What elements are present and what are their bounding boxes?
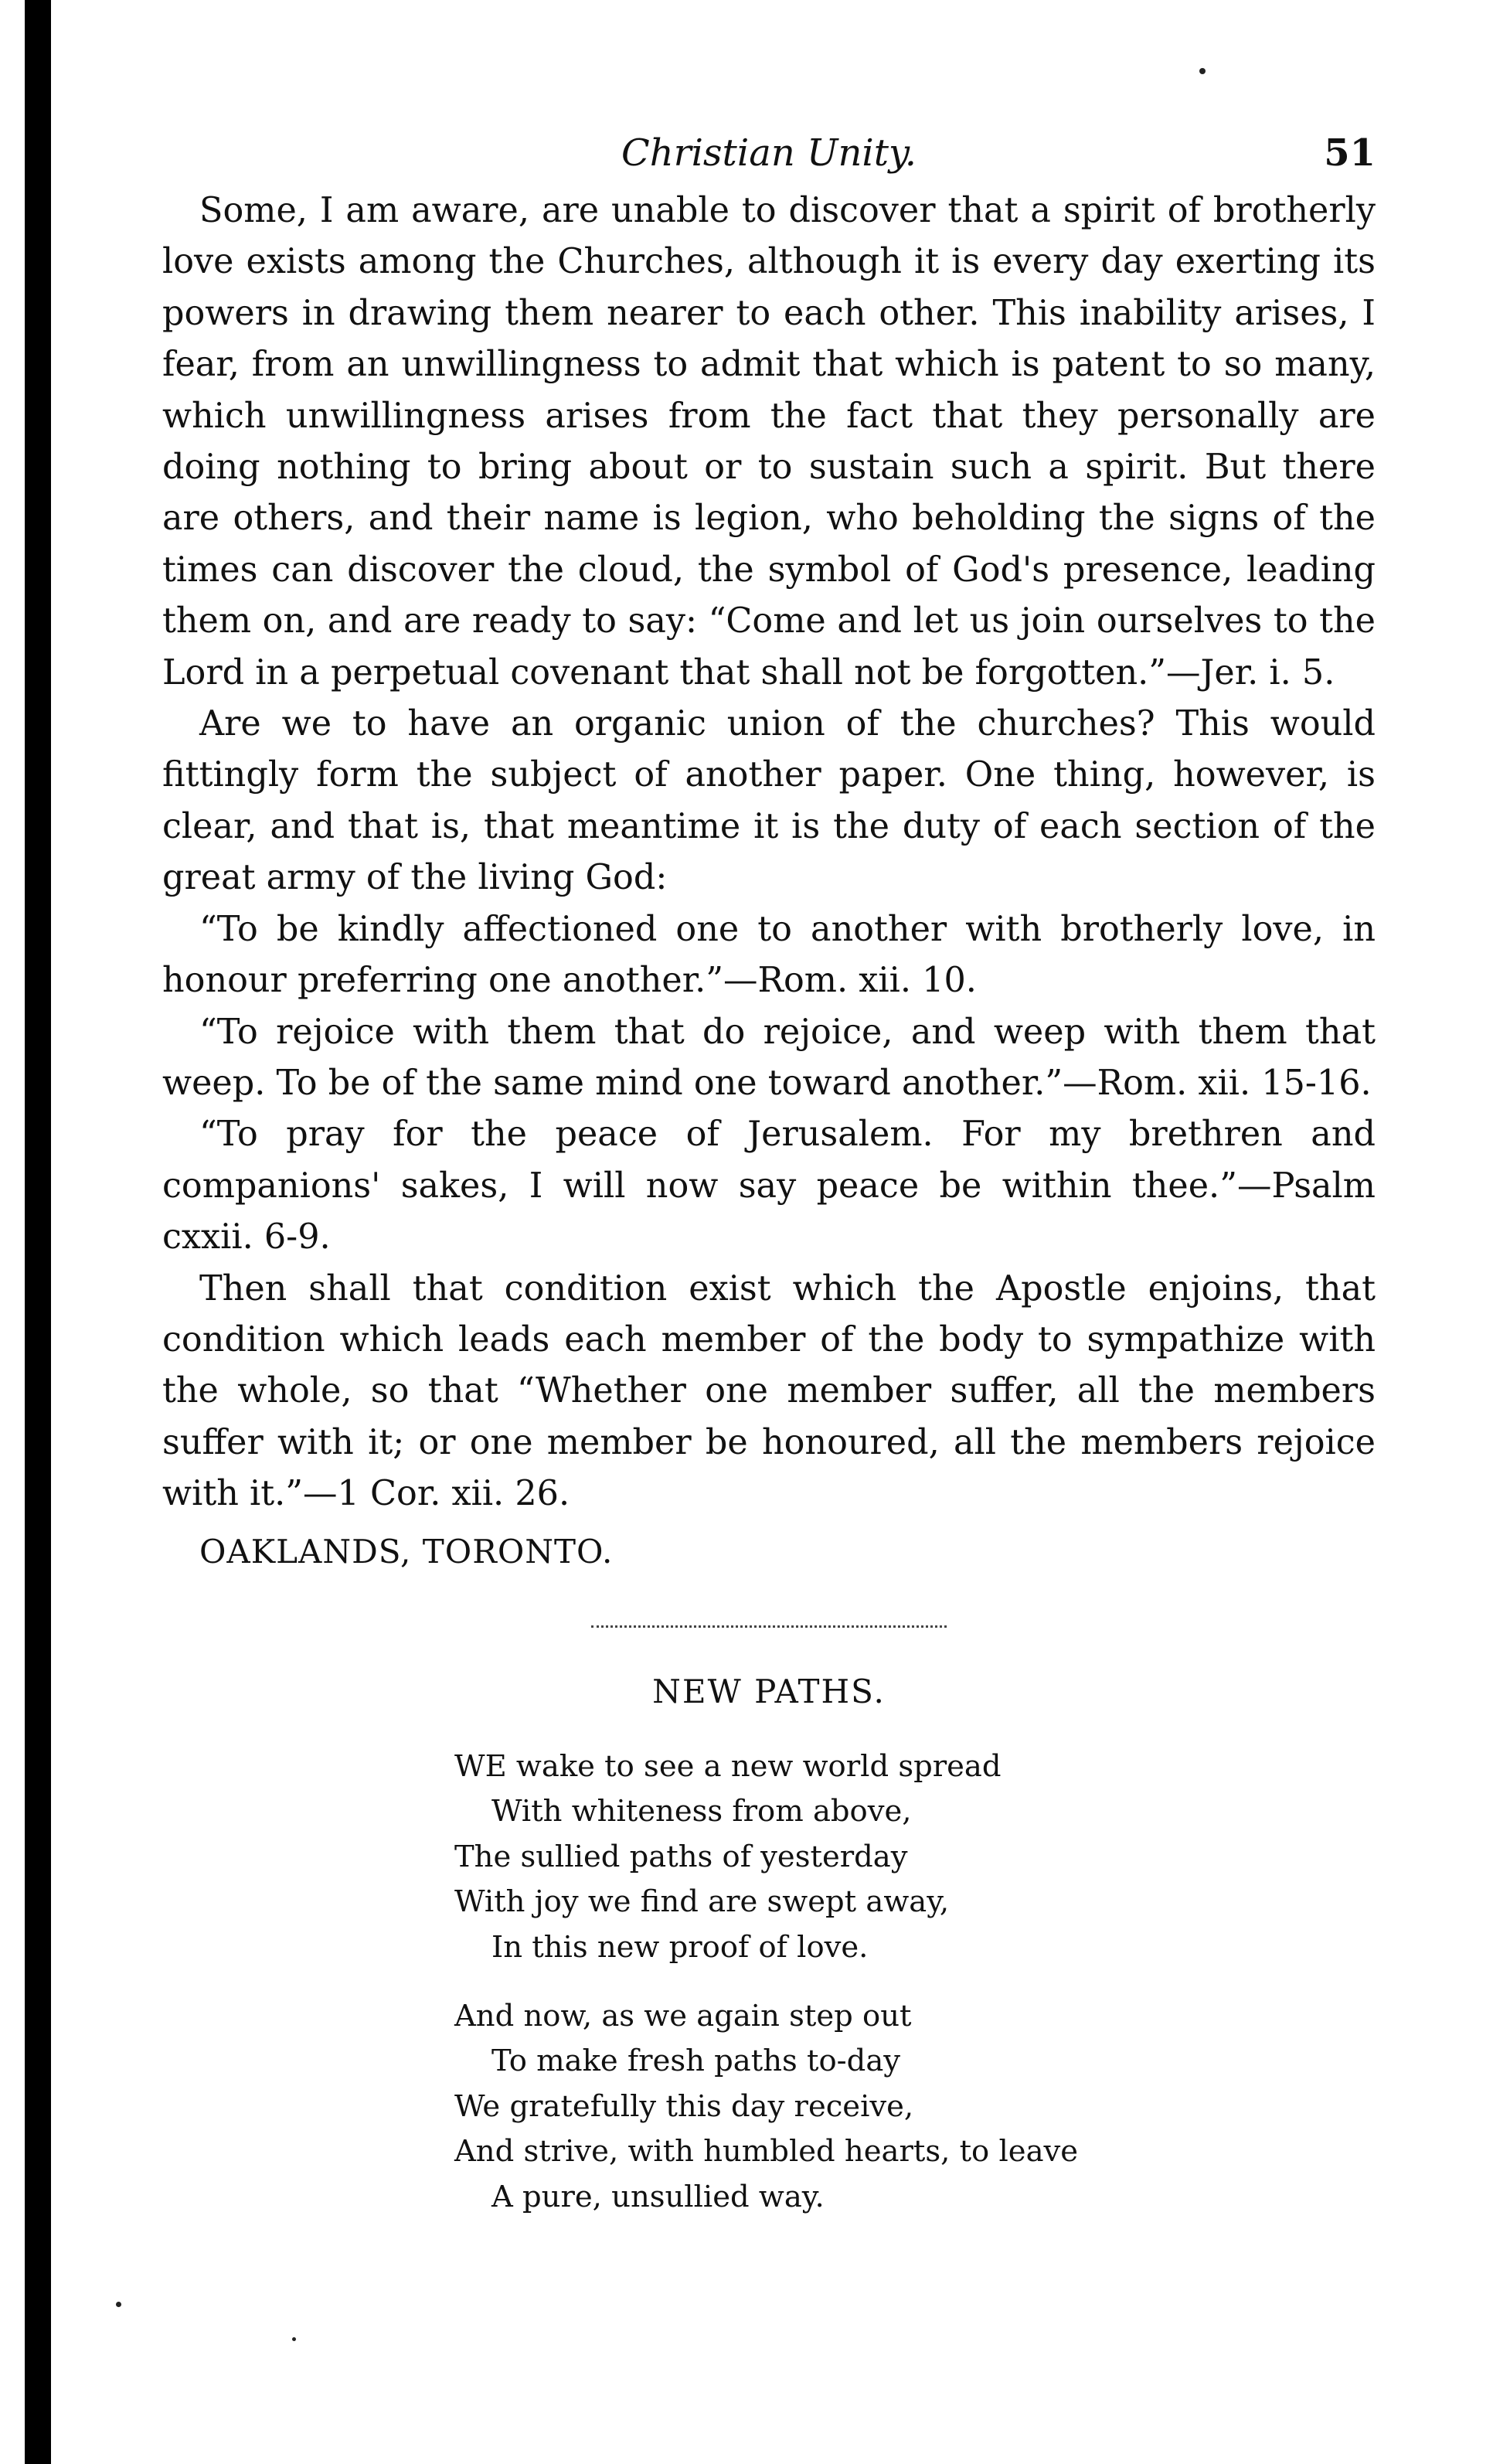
- poem-line: The sullied paths of yesterday: [454, 1839, 908, 1874]
- signature: OAKLANDS, TORONTO.: [199, 1532, 614, 1571]
- running-head: [162, 131, 1376, 185]
- stanza: [454, 1744, 1376, 1971]
- poem-line: In this new proof of love.: [491, 1929, 869, 1965]
- paragraph: “To rejoice with them that do rejoice, and weep with them that weep. To be of the same mind one toward another.”—Rom. xii. 15-16.: [162, 1012, 1376, 1103]
- poem: [454, 1744, 1376, 2221]
- paragraph: Then shall that condition exist which the Apostle enjoins, that condition which leads each member of the body to sympathize with the whole, so that “Whether one member suffer, all the members suffer with it; or one member be honoured, all the members rejoice with it.”—1 Cor. xii. 26.: [162, 1268, 1376, 1514]
- paragraph: Some, I am aware, are unable to discover that a spirit of brotherly love exists among the Churches, although it is every day exerting its powers in drawing them nearer to each other. This inability arises, I fear, from an unwillingness to admit that which is patent to so many, which unwillingness arises from the fact that they personally are doing nothing to bring about or to sustain such a spirit. But there are others, and their name is legion, who beholding the signs of the times can discover the cloud, the symbol of God's presence, leading them on, and are ready to say: “Come and let us join ourselves to the Lord in a perpetual covenant that shall not be forgotten.”—Jer. i. 5.: [162, 191, 1376, 693]
- poem-line: And strive, with humbled hearts, to leave: [454, 2134, 1079, 2170]
- poem-line: With joy we find are swept away,: [454, 1884, 950, 1920]
- poem-line: And now, as we again step out: [454, 1998, 912, 2033]
- poem-line: We gratefully this day receive,: [454, 2088, 914, 2124]
- ink-speck: [116, 2302, 121, 2307]
- poem-line: WE wake to see a new world spread: [454, 1748, 1002, 1784]
- running-title: Christian Unity.: [621, 131, 917, 175]
- ink-speck: [292, 2337, 296, 2341]
- page-binding-edge: [25, 0, 51, 2464]
- poem-line: To make fresh paths to-day: [491, 2044, 901, 2079]
- article-body: [162, 185, 1376, 1520]
- poem-line: With whiteness from above,: [491, 1794, 912, 1829]
- stanza: [454, 1994, 1376, 2221]
- paragraph: “To be kindly affectioned one to another with brotherly love, in honour preferring one another.”—Rom. xii. 10.: [162, 909, 1376, 1001]
- poem-line: A pure, unsullied way.: [491, 2179, 825, 2214]
- paragraph: “To pray for the peace of Jerusalem. For my brethren and companions' sakes, I will now say peace be within thee.”—Psalm cxxii. 6-9.: [162, 1115, 1376, 1258]
- page-number: 51: [1324, 131, 1376, 175]
- book-page: [162, 131, 1376, 2221]
- poem-title: NEW PATHS.: [652, 1672, 886, 1710]
- section-divider: [591, 1625, 947, 1628]
- paragraph: Are we to have an organic union of the churches? This would fittingly form the subject of another paper. One thing, however, is clear, and that is, that meantime it is the duty of each section of the great army of the living God:: [162, 704, 1376, 898]
- ink-speck: [1199, 68, 1206, 74]
